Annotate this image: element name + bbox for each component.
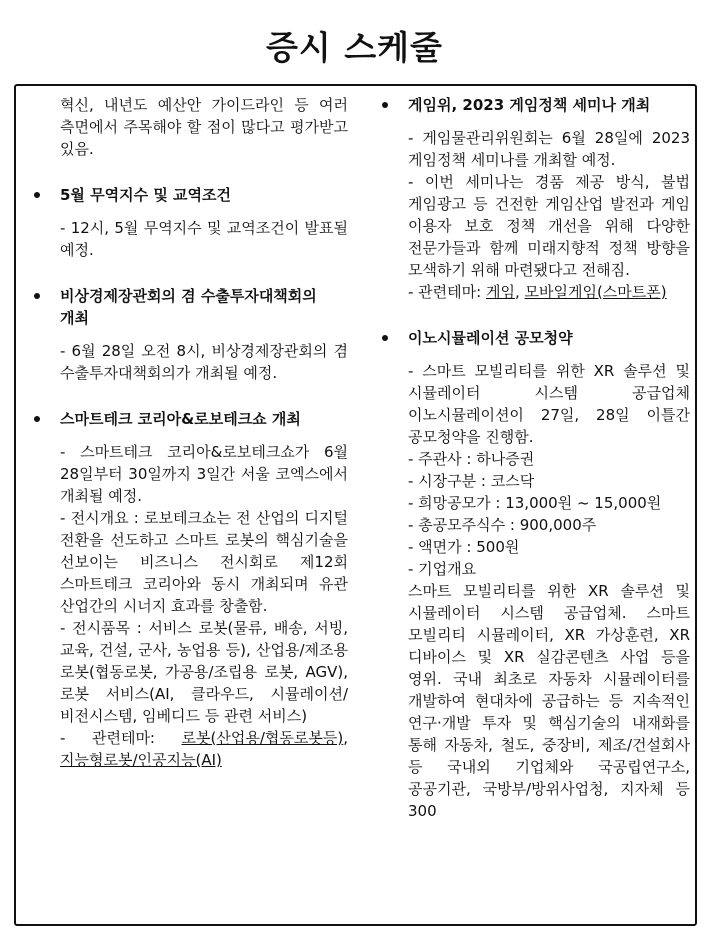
theme-link-robot[interactable]: 로봇(산업용/협동로봇등) <box>181 729 344 747</box>
section-item: - 스마트테크 코리아&로보테크쇼가 6월 28일부터 30일까지 3일간 서울 코엑스에서 개최될 예정. <box>60 443 348 505</box>
section-emergency-meeting <box>30 285 348 384</box>
section-item: - 전시품목 : 서비스 로봇(물류, 배송, 서빙, 교육, 건설, 군사, 농업용 등), 산업용/제조용 로봇(협동로봇, 가공용/조립용 로봇, AGV), 로봇 서비스(AI, 클라우드, 시뮬레이션/비전시스템, 임베디드 등 관련 서비스) <box>60 619 348 725</box>
bullet-icon <box>34 416 40 422</box>
section-heading <box>30 184 348 206</box>
theme-separator: , <box>343 729 348 747</box>
intro-paragraph: 혁신, 내년도 예산안 가이드라인 등 여러 측면에서 주목해야 할 점이 많다고 평가받고 있음. <box>60 96 353 158</box>
section-item: - 게임물관리위원회는 6월 28일에 2023 게임정책 세미나를 개최할 예정. <box>408 129 690 169</box>
theme-separator: , <box>514 283 525 301</box>
section-item: - 12시, 5월 무역지수 및 교역조건이 발표될 예정. <box>60 219 348 259</box>
section-heading <box>30 408 348 430</box>
heading-text: 비상경제장관회의 겸 수출투자대책회의 개최 <box>60 287 317 327</box>
section-heading <box>30 285 348 329</box>
heading-text: 게임위, 2023 게임정책 세미나 개최 <box>408 96 651 114</box>
theme-prefix: - 관련테마: <box>60 729 182 747</box>
section-item: - 총공모주식수 : 900,000주 <box>408 516 597 534</box>
section-game-seminar <box>378 94 690 303</box>
heading-text: 스마트테크 코리아&로보테크쇼 개최 <box>60 410 301 428</box>
section-smarttech <box>30 408 348 771</box>
section-item: - 이번 세미나는 경품 제공 방식, 불법 게임광고 등 건전한 게임산업 발전과 게임 이용자 보호 정책 개선을 위해 다양한 전문가들과 함께 미래지향적 정책 방향을 모색하기 위해 마련됐다고 전해짐. <box>408 173 690 279</box>
page-title: 증시 스케줄 <box>266 28 443 67</box>
section-item: - 희망공모가 : 13,000원 ~ 15,000원 <box>408 494 662 512</box>
theme-link-game[interactable]: 게임 <box>485 283 515 301</box>
section-item: - 기업개요 <box>408 560 477 578</box>
section-item: - 6월 28일 오전 8시, 비상경제장관회의 겸 수출투자대책회의가 개최될 예정. <box>60 342 348 382</box>
section-heading <box>378 327 690 349</box>
related-theme-line <box>378 281 690 303</box>
bullet-icon <box>382 335 388 341</box>
section-heading <box>378 94 690 116</box>
company-overview-text: 스마트 모빌리티를 위한 XR 솔루션 및 시뮬레이터 시스템 공급업체. 스마트 모빌리티 시뮬레이터, XR 가상훈련, XR 디바이스 및 XR 실감콘텐츠 사업 등을 영위. 국내 최초로 자동차 시뮬레이터를 개발하여 현대차에 공급하는 등 지속적인 연구·개발 투자 및 핵심기술의 내재화를 통해 자동차, 철도, 중장비, 제조/건설회사 등 국내외 기업체와 국공립연구소, 공공기관, 국방부/방위사업청, 지자체 등 300 <box>408 582 690 820</box>
section-innosimulation-ipo <box>378 327 690 822</box>
section-item: - 액면가 : 500원 <box>408 538 520 556</box>
section-item: - 전시개요 : 로보테크쇼는 전 산업의 디지털 전환을 선도하고 스마트 로봇의 핵심기술을 선보이는 비즈니스 전시회로 제12회 스마트테크 코리아와 동시 개최되며 유관 산업간의 시너지 효과를 창출함. <box>60 509 348 615</box>
bullet-icon <box>382 102 388 108</box>
section-item: - 시장구분 : 코스닥 <box>408 472 535 490</box>
theme-link-mobile-game[interactable]: 모바일게임(스마트폰) <box>524 283 667 301</box>
theme-link-ai-robot[interactable]: 지능형로봇/인공지능(AI) <box>60 751 222 769</box>
right-column <box>378 94 690 822</box>
theme-prefix: - 관련테마: <box>408 283 486 301</box>
left-intro-block <box>30 94 353 160</box>
heading-text: 5월 무역지수 및 교역조건 <box>60 186 232 204</box>
left-column <box>30 94 353 771</box>
heading-text: 이노시뮬레이션 공모청약 <box>408 329 573 347</box>
bullet-icon <box>34 293 40 299</box>
related-theme-line <box>30 727 348 771</box>
section-item: - 주관사 : 하나증권 <box>408 450 535 468</box>
section-item: - 스마트 모빌리티를 위한 XR 솔루션 및 시뮬레이터 시스템 공급업체 이노시뮬레이션이 27일, 28일 이틀간 공모청약을 진행함. <box>408 362 690 446</box>
section-trade-index <box>30 184 348 261</box>
bullet-icon <box>34 192 40 198</box>
